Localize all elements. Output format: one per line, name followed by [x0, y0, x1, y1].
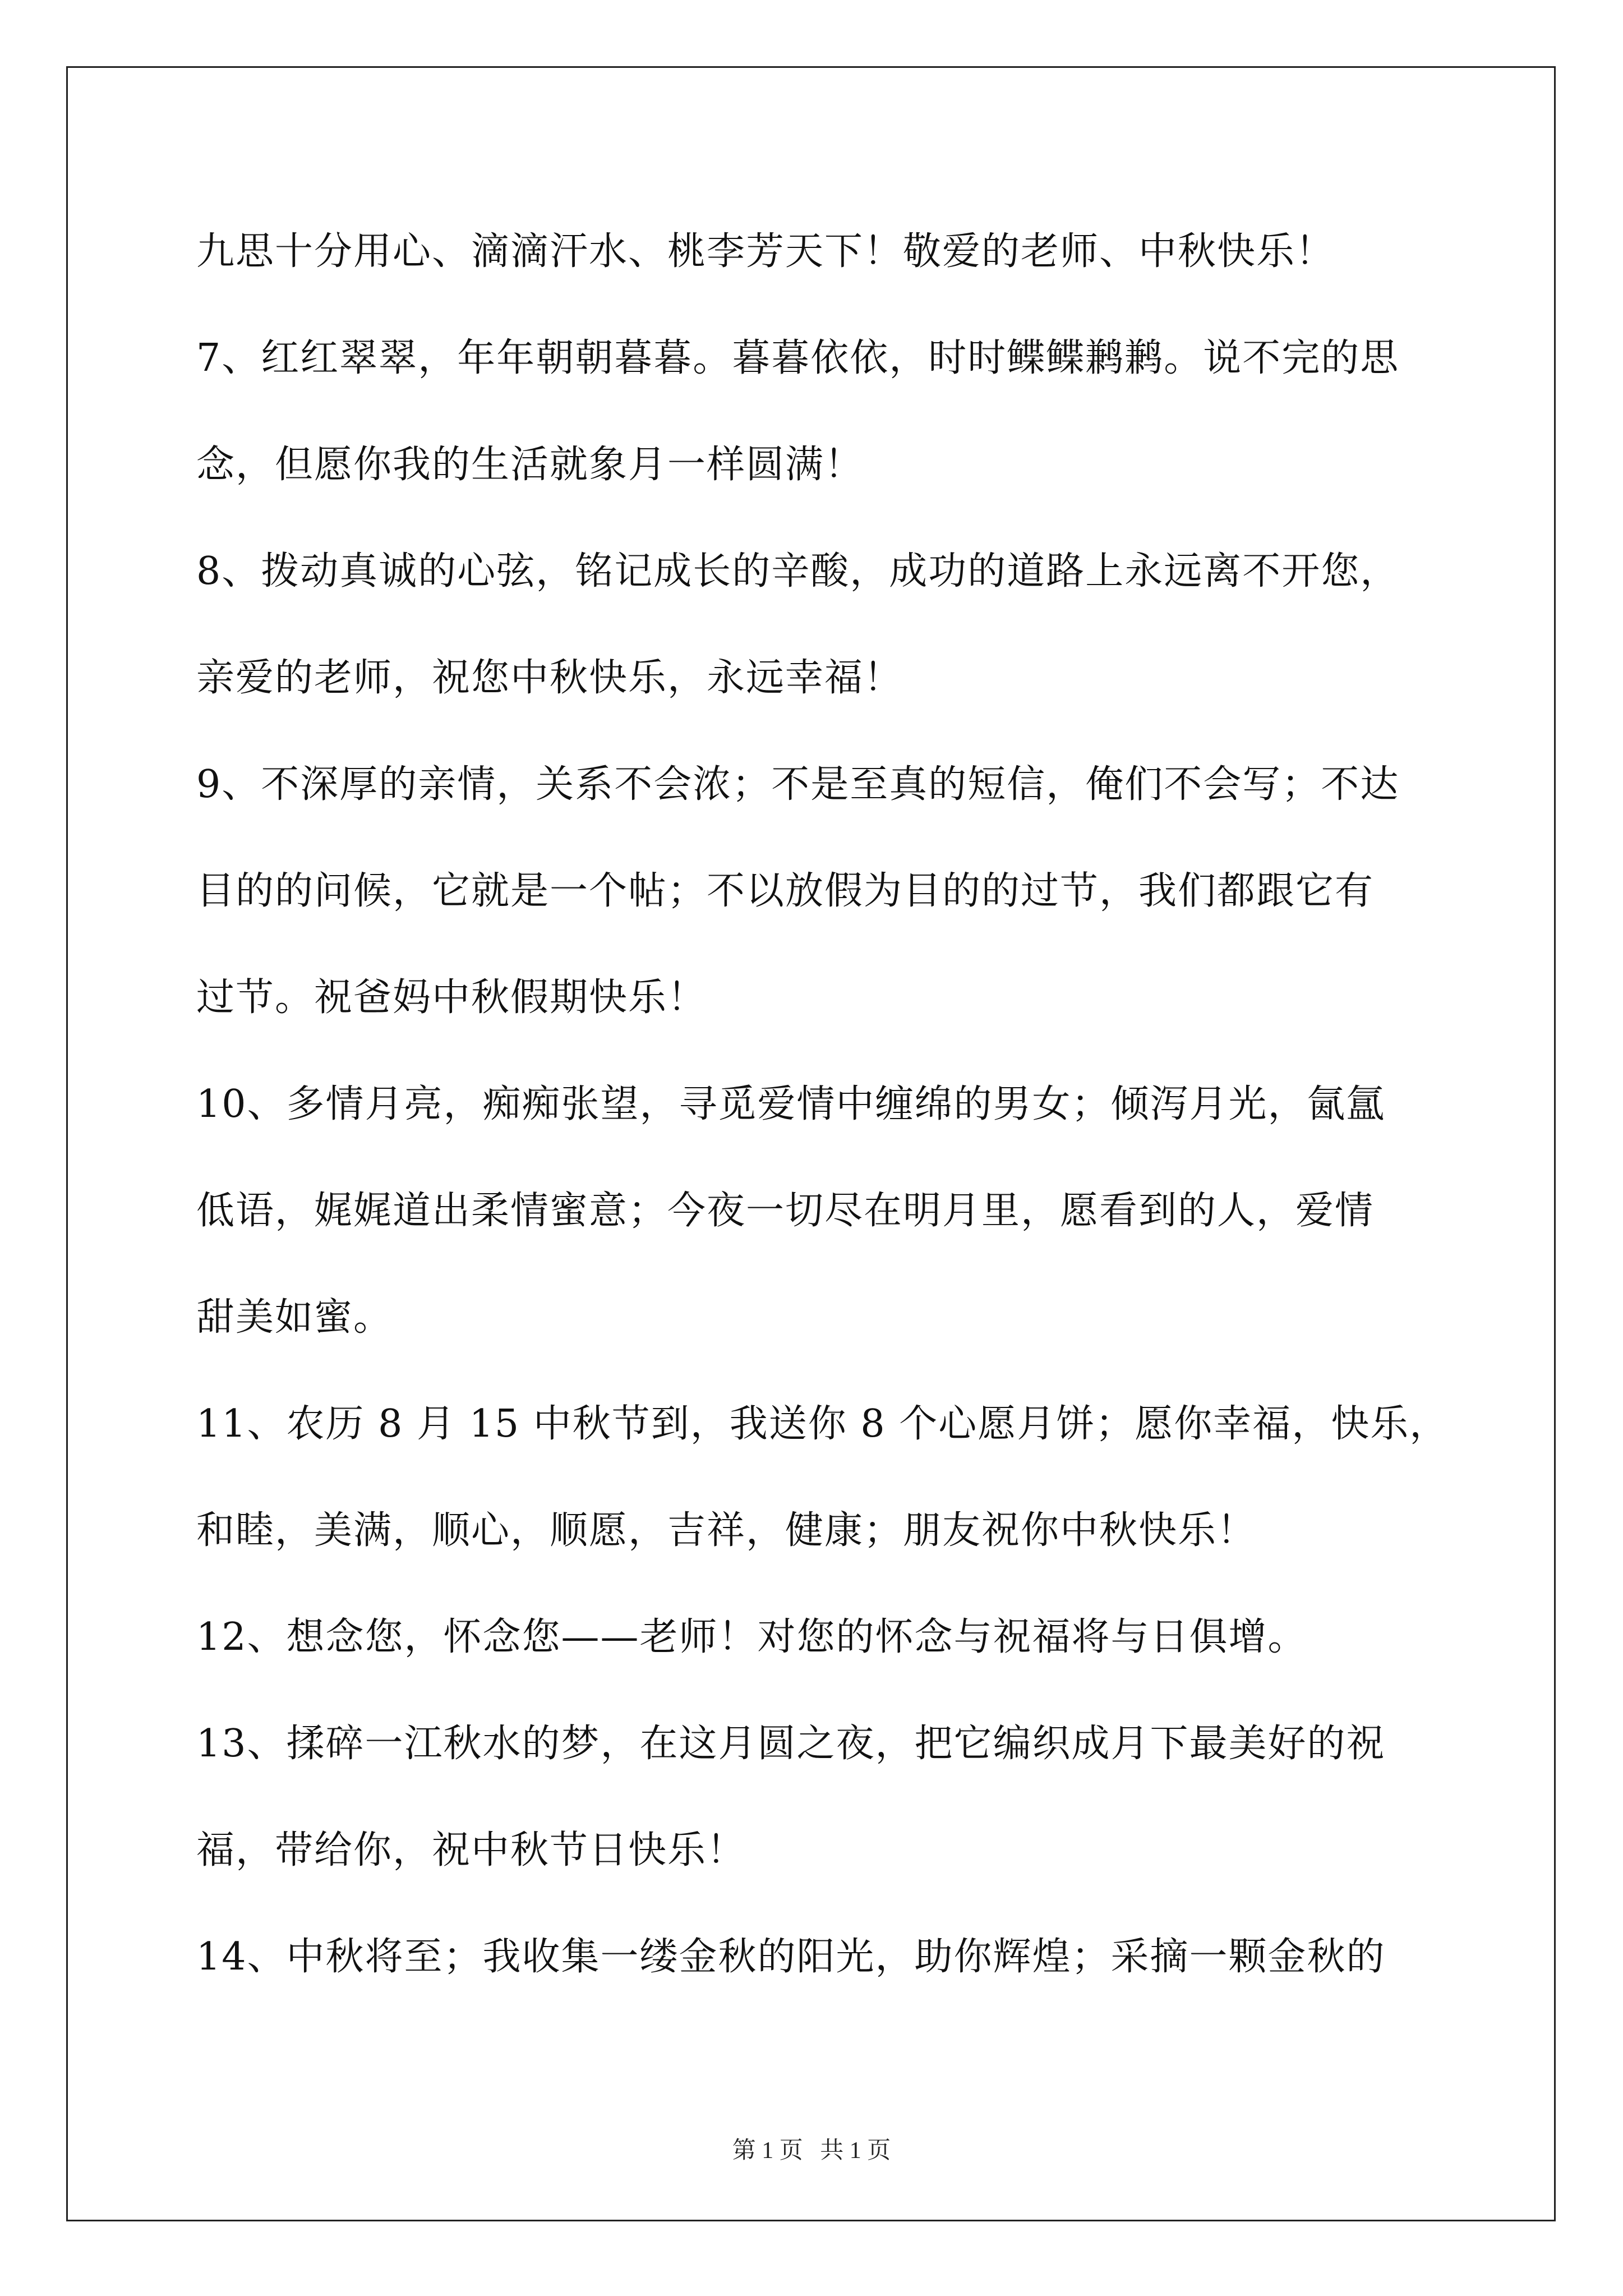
text-line-9: 10、多情月亮，痴痴张望，寻觅爱情中缠绵的男女；倾泻月光，氤氲 [196, 1082, 1386, 1126]
text-line-11: 甜美如蜜。 [196, 1295, 393, 1340]
text-line-3: 念，但愿你我的生活就象月一样圆满！ [196, 443, 864, 487]
text-line-16: 福，带给你，祝中秋节日快乐！ [196, 1828, 746, 1872]
text-line-17: 14、中秋将至；我收集一缕金秋的阳光，助你辉煌；采摘一颗金秋的 [196, 1935, 1386, 1979]
text-line-14: 12、想念您，怀念您——老师！对您的怀念与祝福将与日俱增。 [196, 1615, 1307, 1659]
text-line-5: 亲爱的老师，祝您中秋快乐，永远幸福！ [196, 656, 903, 700]
text-line-15: 13、揉碎一江秋水的梦，在这月圆之夜，把它编织成月下最美好的祝 [196, 1722, 1386, 1766]
text-line-2: 7、红红翠翠，年年朝朝暮暮。暮暮依依，时时鲽鲽鹣鹣。说不完的思 [196, 336, 1400, 380]
text-line-4: 8、拨动真诚的心弦，铭记成长的辛酸，成功的道路上永远离不开您， [196, 549, 1400, 593]
text-line-8: 过节。祝爸妈中秋假期快乐！ [196, 976, 707, 1020]
text-line-7: 目的的问候，它就是一个帖；不以放假为目的的过节，我们都跟它有 [196, 869, 1375, 913]
text-line-13: 和睦，美满，顺心，顺愿，吉祥，健康；朋友祝你中秋快乐！ [196, 1508, 1257, 1553]
page-number: 第 1 页 [732, 2138, 803, 2164]
text-line-10: 低语，娓娓道出柔情蜜意；今夜一切尽在明月里，愿看到的人，爱情 [196, 1189, 1375, 1233]
text-line-6: 9、不深厚的亲情，关系不会浓；不是至真的短信，俺们不会写；不达 [196, 762, 1400, 807]
document-body [196, 215, 1447, 2027]
text-line-12: 11、农历 8 月 15 中秋节到，我送你 8 个心愿月饼；愿你幸福，快乐， [196, 1402, 1449, 1446]
page-footer [0, 2132, 1623, 2165]
text-line-1: 九思十分用心、滴滴汗水、桃李芳天下！敬爱的老师、中秋快乐！ [196, 229, 1335, 274]
page-total: 共 1 页 [820, 2138, 891, 2164]
